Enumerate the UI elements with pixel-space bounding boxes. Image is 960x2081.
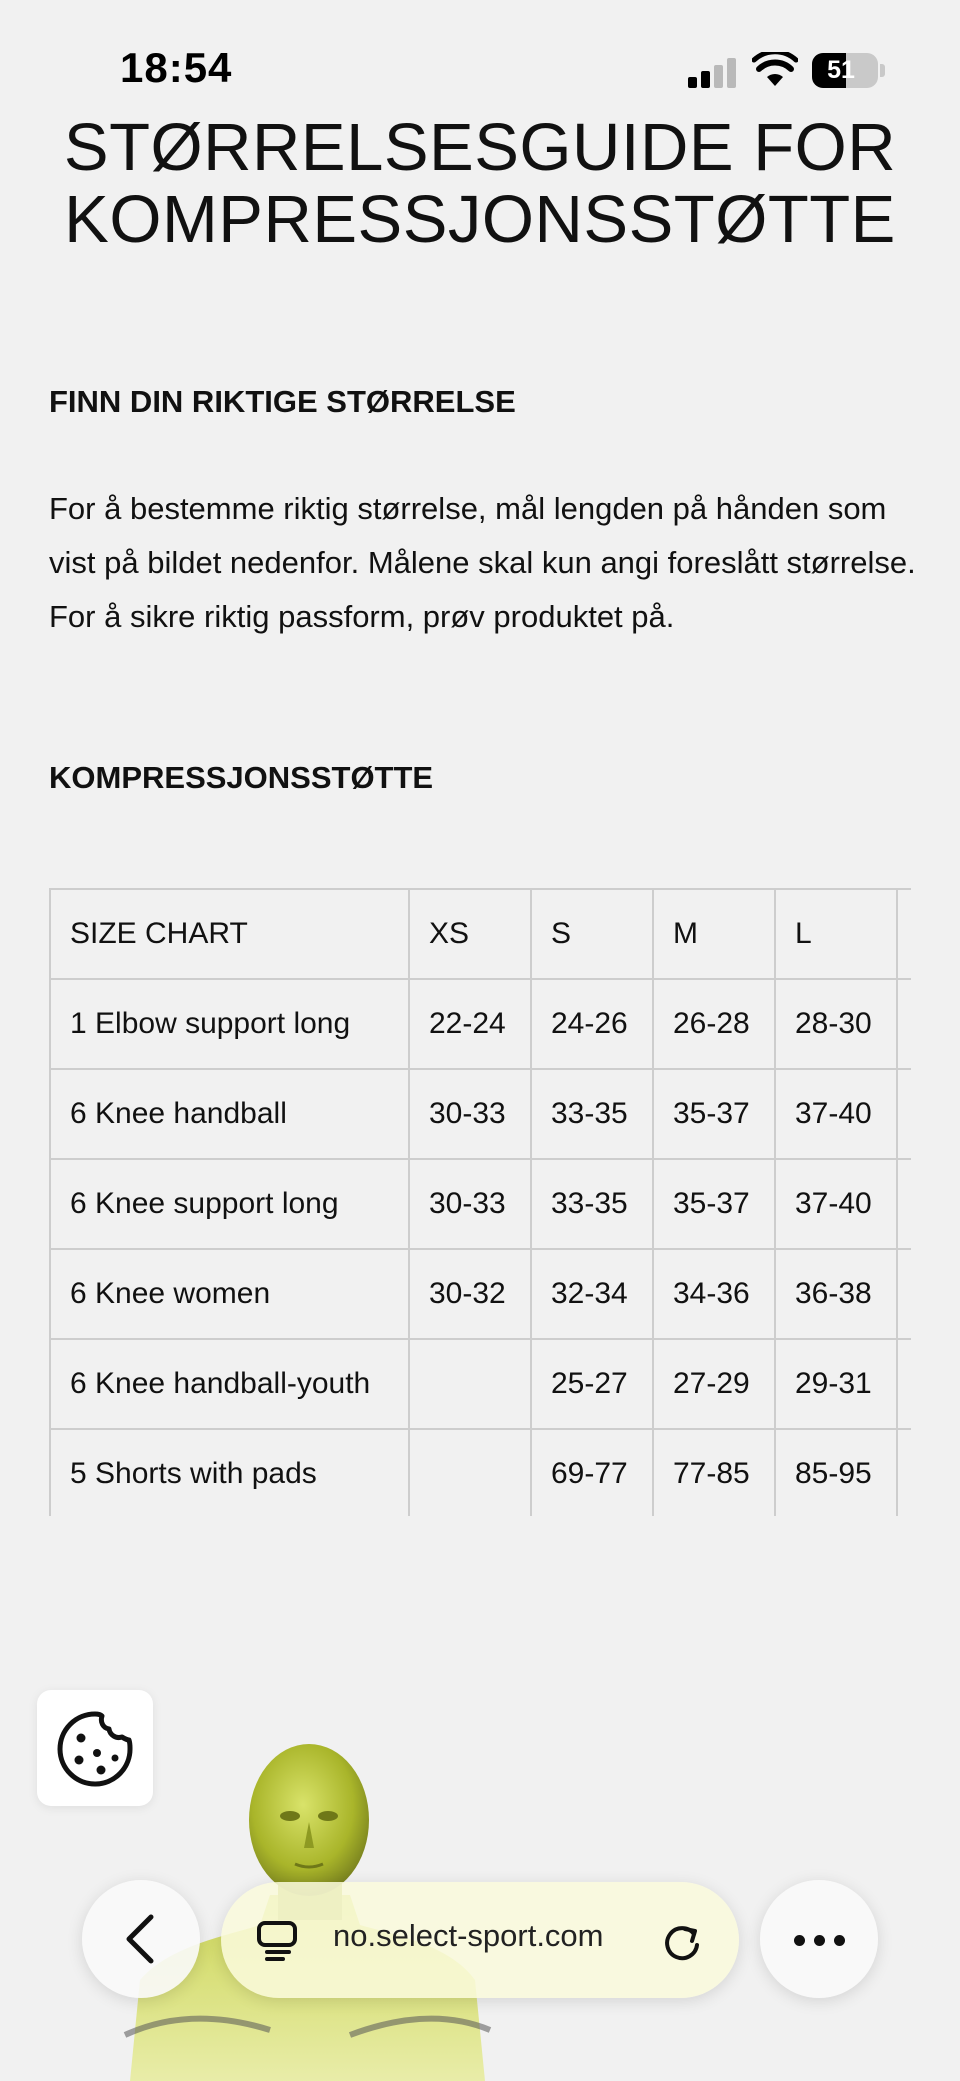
size-range-cell: 37-40 bbox=[775, 1159, 897, 1249]
size-range-cell: 36-38 bbox=[775, 1249, 897, 1339]
table-header-cell: L bbox=[775, 889, 897, 979]
table-header-cell: S bbox=[531, 889, 653, 979]
size-range-cell: 30-33 bbox=[409, 1159, 531, 1249]
size-range-cell: 24-26 bbox=[531, 979, 653, 1069]
table-row bbox=[50, 979, 911, 1069]
size-range-cell bbox=[897, 1429, 911, 1516]
tabs-icon[interactable] bbox=[257, 1920, 297, 1962]
product-name-cell: 6 Knee support long bbox=[50, 1159, 409, 1249]
table-header-cell: M bbox=[653, 889, 775, 979]
product-name-cell: 6 Knee handball bbox=[50, 1069, 409, 1159]
battery-icon bbox=[812, 53, 878, 88]
size-range-cell: 35-37 bbox=[653, 1159, 775, 1249]
product-name-cell: 5 Shorts with pads bbox=[50, 1429, 409, 1516]
chevron-left-icon bbox=[121, 1914, 161, 1964]
page-title bbox=[0, 112, 960, 256]
table-header-cell: SIZE CHART bbox=[50, 889, 409, 979]
reload-icon[interactable] bbox=[663, 1920, 703, 1962]
size-range-cell: 33-35 bbox=[531, 1069, 653, 1159]
table-row bbox=[50, 1429, 911, 1516]
wifi-icon bbox=[752, 52, 798, 88]
table-row bbox=[50, 1339, 911, 1429]
more-dot bbox=[794, 1935, 805, 1946]
size-range-cell: 85-95 bbox=[775, 1429, 897, 1516]
product-name-cell: 6 Knee women bbox=[50, 1249, 409, 1339]
size-range-cell: 34-36 bbox=[653, 1249, 775, 1339]
table-row bbox=[50, 1069, 911, 1159]
size-range-cell: 37-40 bbox=[775, 1069, 897, 1159]
page-title-line-2: KOMPRESSJONSSTØTTE bbox=[64, 182, 896, 257]
table-row bbox=[50, 1249, 911, 1339]
size-table bbox=[49, 888, 911, 1516]
size-range-cell: 22-24 bbox=[409, 979, 531, 1069]
size-range-cell bbox=[897, 1159, 911, 1249]
table-row bbox=[50, 1159, 911, 1249]
size-range-cell: 30-33 bbox=[409, 1069, 531, 1159]
product-heading: KOMPRESSJONSSTØTTE bbox=[49, 760, 434, 795]
size-range-cell: 25-27 bbox=[531, 1339, 653, 1429]
size-range-cell bbox=[897, 979, 911, 1069]
cellular-signal-icon bbox=[688, 58, 738, 88]
size-range-cell: 30-32 bbox=[409, 1249, 531, 1339]
battery-cap bbox=[880, 64, 885, 77]
size-range-cell bbox=[897, 1249, 911, 1339]
size-range-cell: 77-85 bbox=[653, 1429, 775, 1516]
find-size-heading: FINN DIN RIKTIGE STØRRELSE bbox=[49, 384, 516, 419]
size-range-cell: 28-30 bbox=[775, 979, 897, 1069]
product-name-cell: 6 Knee handball-youth bbox=[50, 1339, 409, 1429]
size-range-cell: 29-31 bbox=[775, 1339, 897, 1429]
size-range-cell bbox=[409, 1429, 531, 1516]
size-table-scroll[interactable] bbox=[49, 888, 911, 1516]
status-bar bbox=[0, 0, 960, 110]
size-range-cell: 33-35 bbox=[531, 1159, 653, 1249]
table-header-cell: XS bbox=[409, 889, 531, 979]
size-range-cell: 32-34 bbox=[531, 1249, 653, 1339]
size-range-cell bbox=[897, 1069, 911, 1159]
product-name-cell: 1 Elbow support long bbox=[50, 979, 409, 1069]
battery-level: 51 bbox=[827, 56, 855, 84]
more-dot bbox=[834, 1935, 845, 1946]
size-range-cell: 69-77 bbox=[531, 1429, 653, 1516]
url-text[interactable]: no.select-sport.com bbox=[333, 1918, 604, 1953]
more-options-button[interactable] bbox=[760, 1880, 878, 1998]
page-title-line-1: STØRRELSESGUIDE FOR bbox=[63, 110, 897, 185]
table-header-row bbox=[50, 889, 911, 979]
table-header-cell bbox=[897, 889, 911, 979]
more-dot bbox=[814, 1935, 825, 1946]
size-range-cell: 26-28 bbox=[653, 979, 775, 1069]
intro-text: For å bestemme riktig størrelse, mål lengden på hånden som vist på bildet nedenfor. Målene skal kun angi foreslått størrelse. For å sikre riktig passform, prøv produktet på. bbox=[49, 491, 916, 634]
back-button[interactable] bbox=[82, 1880, 200, 1998]
size-range-cell: 35-37 bbox=[653, 1069, 775, 1159]
address-bar[interactable] bbox=[221, 1882, 739, 1998]
size-range-cell bbox=[409, 1339, 531, 1429]
size-range-cell: 27-29 bbox=[653, 1339, 775, 1429]
status-time: 18:54 bbox=[120, 44, 233, 91]
size-range-cell bbox=[897, 1339, 911, 1429]
